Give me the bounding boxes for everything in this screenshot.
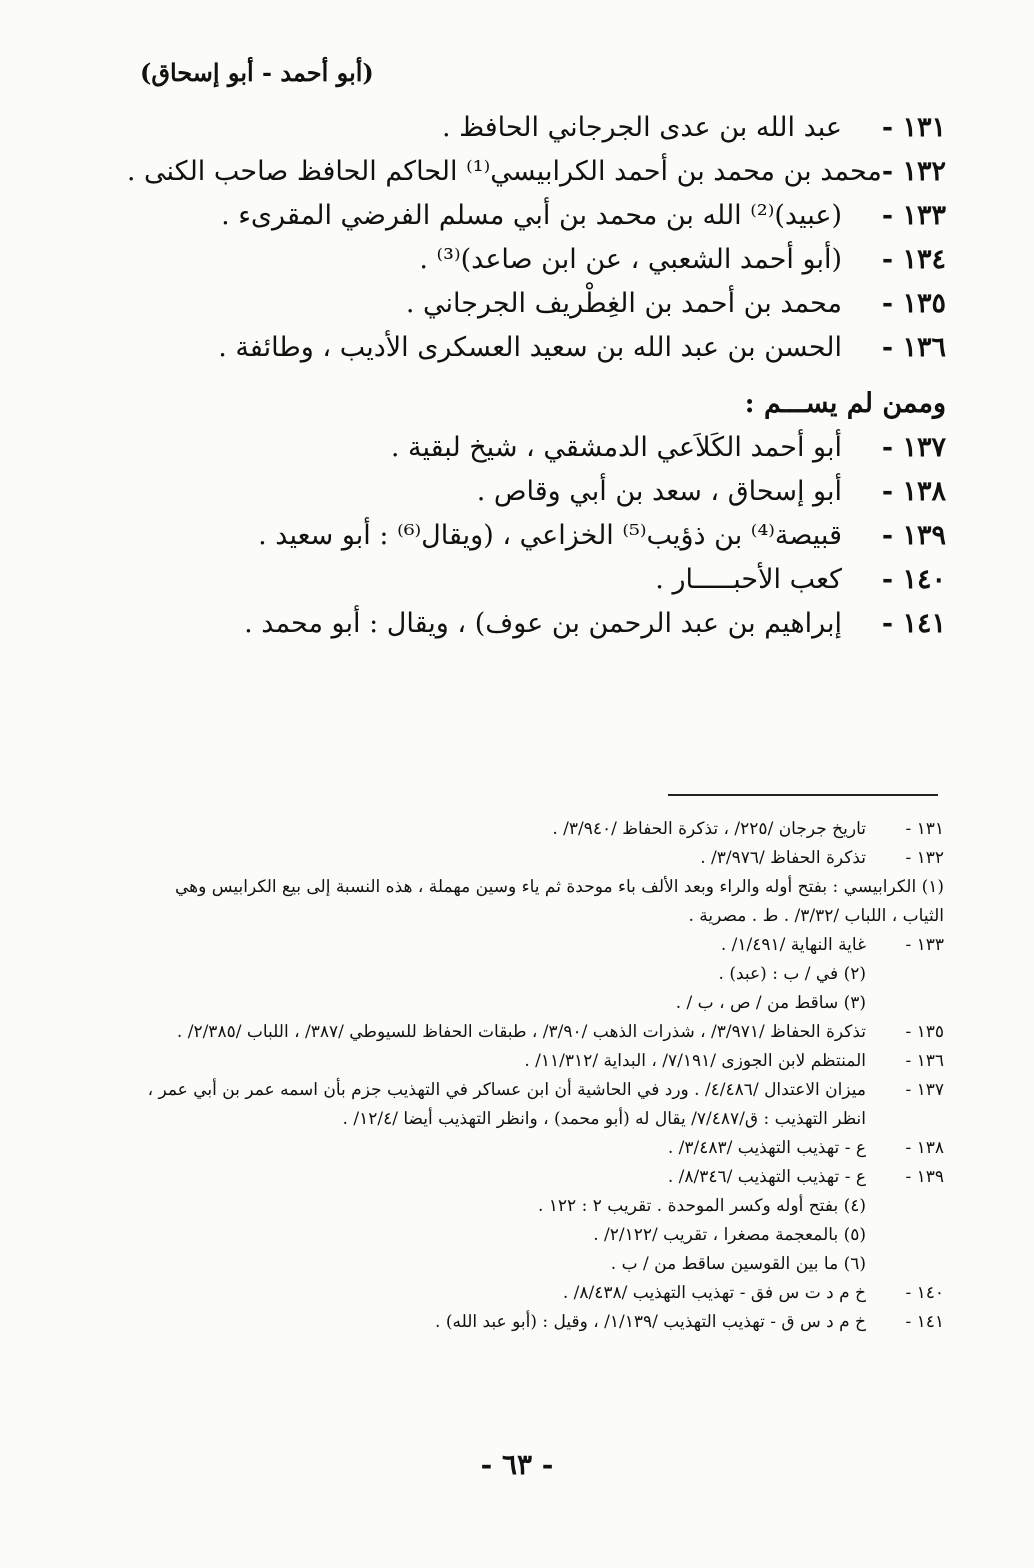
footnote-number: ١٣٩ - (905, 1167, 944, 1187)
page-header: (أبو أحمد - أبو إسحاق) (140, 58, 374, 87)
footnote-item (140, 989, 944, 1018)
list-item (130, 288, 946, 332)
footnote-text: تذكرة الحفاظ /٣/٩٧١/ ، شذرات الذهب /٣/٩٠/ ، طبقات الحفاظ للسيوطي /٣٨٧/ ، اللباب /٢/٣٨٥/ . (176, 1022, 866, 1042)
footnote-number: ١٣٢ - (905, 848, 944, 868)
footnote-number: ١٣٦ - (905, 1051, 944, 1071)
footnote-text: (٥) بالمعجمة مصغرا ، تقريب /٢/١٢٢/ . (593, 1225, 866, 1245)
footnote-item (140, 1250, 944, 1279)
entry-text: أبو إسحاق ، سعد بن أبي وقاص . (476, 476, 842, 507)
footnote-text: (٢) في / ب : (عبد) . (718, 964, 866, 984)
entry-number: ١٣٤ - (881, 244, 946, 275)
list-item (130, 200, 946, 244)
footnote-text: (١) الكرابيسي : بفتح أوله والراء وبعد الألف باء موحدة ثم ياء وسين مهملة ، هذه النسبة إلى بيع الكرابيس وهي الثياب ، اللباب /٣/٣٢/ . ط . مصرية . (174, 877, 944, 926)
entry-text: عبد الله بن عدى الجرجاني الحافظ . (441, 112, 842, 143)
entry-number: ١٣٧ - (881, 432, 946, 463)
footnote-number: ١٣٨ - (905, 1138, 944, 1158)
footnote-text: (٣) ساقط من / ص ، ب / . (675, 993, 866, 1013)
entry-text: محمد بن أحمد بن الغِطْريف الجرجاني . (405, 288, 842, 319)
entry-number: ١٣٨ - (881, 476, 946, 507)
footnote-text: خ م د ت س فق - تهذيب التهذيب /٨/٤٣٨/ . (562, 1283, 866, 1303)
entry-number: ١٤١ - (881, 608, 946, 639)
footnote-text: (٤) بفتح أوله وكسر الموحدة . تقريب ٢ : ١٢٢ . (537, 1196, 866, 1216)
footnote-text: المنتظم لابن الجوزى /٧/١٩١/ ، البداية /١١/٣١٢/ . (524, 1051, 866, 1071)
footnote-number: ١٣٧ - (905, 1080, 944, 1100)
footnote-item (140, 1076, 944, 1134)
entry-text: محمد بن محمد بن أحمد الكرابيسي⁽¹⁾ الحاكم الحافظ صاحب الكنى . (126, 156, 882, 187)
footnote-divider (668, 794, 938, 796)
footnote-item (140, 1221, 944, 1250)
list-item (126, 156, 946, 200)
entry-text: قبيصة⁽⁴⁾ بن ذؤيب⁽⁵⁾ الخزاعي ، (ويقال⁽⁶⁾ : أبو سعيد . (258, 520, 842, 551)
entry-number: ١٣٦ - (881, 332, 946, 363)
entry-number: ١٣٣ - (881, 200, 946, 231)
footnote-item (140, 1018, 944, 1047)
list-item (130, 432, 946, 476)
list-item (130, 608, 946, 652)
footnote-item (140, 1134, 944, 1163)
list-item (130, 564, 946, 608)
entry-number: ١٤٠ - (881, 564, 946, 595)
footnote-number: ١٤٠ - (905, 1283, 944, 1303)
footnote-item (140, 1047, 944, 1076)
list-item (130, 332, 946, 376)
entry-number: ١٣٩ - (881, 520, 946, 551)
entry-text: أبو أحمد الكَلاَعي الدمشقي ، شيخ لبقية . (390, 432, 842, 463)
footnote-number: ١٣٥ - (905, 1022, 944, 1042)
footnote-text: ميزان الاعتدال /٤/٤٨٦/ . ورد في الحاشية أن ابن عساكر في التهذيب جزم بأن اسمه عمر بن أبي عمر ، انظر التهذيب : ق/٧/٤٨٧/ يقال له (أبو محمد) ، وانظر التهذيب أيضا /١٢/٤/ . (147, 1080, 866, 1129)
footnote-item (140, 1279, 944, 1308)
list-item (130, 476, 946, 520)
footnote-text: تاريخ جرجان /٢٢٥/ ، تذكرة الحفاظ /٣/٩٤٠/ . (552, 819, 866, 839)
entry-text: الحسن بن عبد الله بن سعيد العسكرى الأديب ، وطائفة . (218, 332, 842, 363)
list-item (130, 520, 946, 564)
page-number: - ٦٣ - (480, 1448, 554, 1481)
entry-number: ١٣٥ - (881, 288, 946, 319)
entry-text: كعب الأحبـــــار . (655, 564, 842, 595)
footnote-number: ١٤١ - (905, 1312, 944, 1332)
footnote-number: ١٣١ - (905, 819, 944, 839)
entry-number: ١٣٢ - (881, 156, 946, 187)
footnote-item (140, 873, 944, 931)
footnote-text: ع - تهذيب التهذيب /٣/٤٨٣/ . (667, 1138, 866, 1158)
footnote-item (140, 1192, 944, 1221)
list-item (130, 112, 946, 156)
footnote-text: (٦) ما بين القوسين ساقط من / ب . (610, 1254, 866, 1274)
footnote-item (140, 815, 944, 844)
footnote-item (140, 1308, 944, 1337)
main-entry-list (126, 112, 946, 652)
entry-number: ١٣١ - (881, 112, 946, 143)
footnote-item (140, 1163, 944, 1192)
section-heading: وممن لم يســـم : (744, 388, 946, 419)
entry-text: إبراهيم بن عبد الرحمن بن عوف) ، ويقال : أبو محمد . (244, 608, 842, 639)
footnote-text: ع - تهذيب التهذيب /٨/٣٤٦/ . (667, 1167, 866, 1187)
footnote-number: ١٣٣ - (905, 935, 944, 955)
footnote-text: تذكرة الحفاظ /٣/٩٧٦/ . (700, 848, 866, 868)
list-item (130, 244, 946, 288)
footnote-text: خ م د س ق - تهذيب التهذيب /١/١٣٩/ ، وقيل : (أبو عبد الله) . (435, 1312, 866, 1332)
footnote-item (140, 844, 944, 873)
footnote-text: غاية النهاية /١/٤٩١/ . (720, 935, 866, 955)
entry-text: (أبو أحمد الشعبي ، عن ابن صاعد)⁽³⁾ . (419, 244, 842, 275)
entry-text: (عبيد)⁽²⁾ الله بن محمد بن أبي مسلم الفرضي المقرىء . (221, 200, 842, 231)
footnote-item (140, 960, 944, 989)
footnotes (140, 815, 944, 1337)
footnote-item (140, 931, 944, 960)
